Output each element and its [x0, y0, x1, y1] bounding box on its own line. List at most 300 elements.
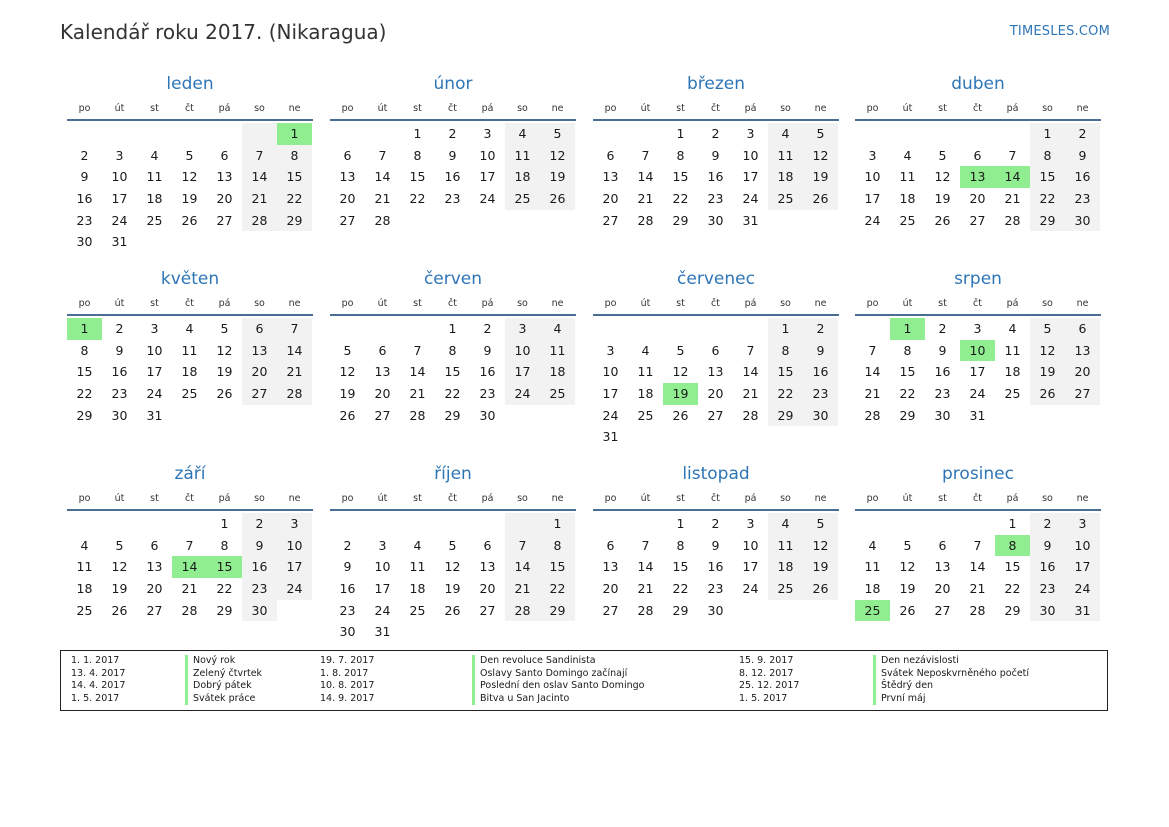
day-cell: 26 [111, 602, 128, 618]
day-cell: 6 [483, 537, 492, 553]
month-block [67, 462, 313, 621]
day-cell: 28 [637, 212, 654, 228]
day-cell: 2 [343, 537, 352, 553]
day-cell: 2 [115, 321, 124, 336]
month-block [593, 462, 839, 621]
day-cell: 3 [1065, 513, 1100, 535]
day-cell: 3 [746, 516, 755, 531]
legend-date: 19. 7. 2017 [320, 655, 375, 666]
day-cell: 19 [339, 386, 356, 402]
day-cell: 24 [742, 191, 759, 207]
holiday-day-cell: 10 [960, 340, 995, 362]
weekday-label: po [866, 493, 879, 504]
day-cell: 6 [343, 147, 352, 163]
day-grid [593, 123, 839, 231]
weekday-label: pá [481, 103, 494, 114]
month-name: prosinec [942, 464, 1014, 484]
day-cell: 18 [540, 361, 575, 383]
holiday-day-cell: 1 [67, 318, 102, 340]
day-cell: 10 [602, 364, 619, 380]
day-cell: 1 [1030, 123, 1065, 145]
day-cell: 30 [1030, 600, 1065, 622]
day-cell: 5 [1030, 318, 1065, 340]
empty-cell [67, 513, 102, 535]
weekday-label: po [341, 298, 354, 309]
day-cell: 11 [637, 364, 654, 380]
day-cell: 27 [602, 602, 619, 618]
weekday-label: so [780, 298, 791, 309]
day-cell: 8 [676, 537, 685, 553]
day-cell: 23 [1030, 578, 1065, 600]
day-cell: 5 [540, 123, 575, 145]
weekday-label: pá [744, 103, 757, 114]
holiday-legend [60, 650, 1108, 711]
day-cell: 3 [483, 126, 492, 141]
weekday-label: čt [448, 493, 457, 504]
day-cell: 24 [602, 407, 619, 423]
day-cell: 19 [1030, 361, 1065, 383]
day-cell: 18 [637, 386, 654, 402]
day-cell: 6 [242, 318, 277, 340]
legend-date-column [739, 655, 799, 705]
holiday-day-cell: 13 [960, 166, 995, 188]
weekday-label: út [377, 493, 388, 504]
legend-date-column [71, 655, 125, 705]
weekday-label: st [150, 103, 159, 114]
day-cell: 26 [1030, 383, 1065, 405]
weekday-label: čt [711, 298, 720, 309]
day-cell: 5 [803, 123, 838, 145]
month-name: září [174, 464, 206, 484]
day-cell: 15 [444, 364, 461, 380]
empty-cell [628, 318, 663, 340]
weekday-label: so [517, 493, 528, 504]
weekday-header [330, 489, 576, 511]
day-cell: 2 [1065, 123, 1100, 145]
weekday-header [855, 294, 1101, 316]
day-cell: 8 [676, 147, 685, 163]
day-cell: 14 [374, 169, 391, 185]
empty-cell [628, 513, 663, 535]
empty-cell [628, 123, 663, 145]
day-cell: 17 [505, 361, 540, 383]
day-cell: 25 [637, 407, 654, 423]
day-cell: 27 [216, 212, 233, 228]
day-cell: 23 [339, 602, 356, 618]
day-cell: 13 [602, 169, 619, 185]
day-cell: 19 [803, 166, 838, 188]
weekday-label: ne [814, 298, 827, 309]
day-cell: 20 [479, 581, 496, 597]
day-cell: 15 [540, 556, 575, 578]
day-cell: 23 [76, 212, 93, 228]
weekday-label: so [517, 103, 528, 114]
day-cell: 11 [505, 145, 540, 167]
day-cell: 28 [277, 383, 312, 405]
weekday-label: so [1042, 298, 1053, 309]
empty-cell [593, 123, 628, 145]
day-cell: 13 [146, 559, 163, 575]
day-cell: 9 [483, 342, 492, 358]
day-cell: 30 [707, 212, 724, 228]
day-cell: 9 [242, 535, 277, 557]
day-cell: 12 [111, 559, 128, 575]
weekday-label: so [254, 298, 265, 309]
day-cell: 24 [864, 212, 881, 228]
day-cell: 19 [111, 581, 128, 597]
day-cell: 4 [150, 147, 159, 163]
day-cell: 1 [768, 318, 803, 340]
day-cell: 14 [409, 364, 426, 380]
day-cell: 29 [768, 405, 803, 427]
weekday-label: ne [1076, 103, 1089, 114]
day-cell: 8 [768, 340, 803, 362]
day-cell: 16 [803, 361, 838, 383]
weekday-header [593, 294, 839, 316]
day-cell: 22 [672, 581, 689, 597]
day-cell: 11 [409, 559, 426, 575]
day-cell: 9 [448, 147, 457, 163]
day-cell: 19 [181, 191, 198, 207]
day-cell: 10 [742, 537, 759, 553]
day-cell: 13 [339, 169, 356, 185]
weekday-label: ne [1076, 493, 1089, 504]
weekday-label: so [254, 103, 265, 114]
day-cell: 29 [444, 407, 461, 423]
day-cell: 17 [602, 386, 619, 402]
day-cell: 2 [483, 321, 492, 336]
day-cell: 7 [641, 147, 650, 163]
weekday-label: pá [218, 493, 231, 504]
day-cell: 30 [1065, 210, 1100, 232]
legend-name-column [185, 655, 262, 705]
day-cell: 21 [374, 191, 391, 207]
empty-cell [855, 513, 890, 535]
day-cell: 10 [1065, 535, 1100, 557]
day-cell: 28 [505, 600, 540, 622]
day-cell: 20 [707, 386, 724, 402]
day-cell: 4 [641, 342, 650, 358]
empty-cell [925, 123, 960, 145]
day-cell: 20 [146, 581, 163, 597]
month-name: březen [686, 74, 746, 94]
day-cell: 27 [934, 602, 951, 618]
day-cell: 3 [150, 321, 159, 336]
brand-link[interactable]: TIMESLES.COM [1009, 24, 1110, 39]
day-cell: 11 [181, 342, 198, 358]
day-cell: 7 [242, 145, 277, 167]
day-cell: 23 [707, 191, 724, 207]
day-cell: 12 [1030, 340, 1065, 362]
day-cell: 21 [505, 578, 540, 600]
day-cell: 20 [242, 361, 277, 383]
day-cell: 28 [969, 602, 986, 618]
empty-cell [137, 513, 172, 535]
day-cell: 21 [637, 581, 654, 597]
day-cell: 25 [76, 602, 93, 618]
empty-cell [435, 513, 470, 535]
day-cell: 11 [540, 340, 575, 362]
day-cell: 20 [602, 581, 619, 597]
empty-cell [960, 513, 995, 535]
day-cell: 2 [448, 126, 457, 141]
day-cell: 29 [540, 600, 575, 622]
day-cell: 24 [111, 212, 128, 228]
day-cell: 24 [146, 386, 163, 402]
day-cell: 27 [146, 602, 163, 618]
empty-cell [330, 318, 365, 340]
day-cell: 6 [150, 537, 159, 553]
day-cell: 22 [540, 578, 575, 600]
day-cell: 31 [742, 212, 759, 228]
weekday-label: po [341, 493, 354, 504]
day-cell: 16 [339, 581, 356, 597]
day-cell: 9 [80, 169, 89, 185]
weekday-label: ne [551, 298, 564, 309]
day-cell: 20 [374, 386, 391, 402]
weekday-label: čt [185, 103, 194, 114]
day-cell: 10 [479, 147, 496, 163]
day-cell: 26 [444, 602, 461, 618]
day-cell: 18 [768, 556, 803, 578]
weekday-label: út [902, 493, 913, 504]
day-cell: 6 [378, 342, 387, 358]
day-cell: 17 [374, 581, 391, 597]
day-cell: 9 [711, 537, 720, 553]
day-cell: 20 [602, 191, 619, 207]
day-cell: 13 [242, 340, 277, 362]
day-cell: 14 [277, 340, 312, 362]
day-cell: 1 [413, 126, 422, 141]
day-cell: 4 [80, 537, 89, 553]
weekday-label: čt [973, 103, 982, 114]
day-cell: 23 [934, 386, 951, 402]
day-cell: 24 [374, 602, 391, 618]
day-cell: 14 [637, 559, 654, 575]
weekday-label: pá [744, 493, 757, 504]
weekday-label: st [938, 103, 947, 114]
day-cell: 12 [672, 364, 689, 380]
day-cell: 22 [672, 191, 689, 207]
legend-holiday-name: Zelený čtvrtek [185, 668, 262, 681]
empty-cell [137, 123, 172, 145]
day-cell: 1 [1008, 516, 1017, 531]
legend-date: 1. 1. 2017 [71, 655, 120, 666]
day-cell: 2 [938, 321, 947, 336]
empty-cell [400, 318, 435, 340]
day-cell: 4 [903, 147, 912, 163]
day-grid [330, 318, 576, 426]
day-cell: 5 [185, 147, 194, 163]
weekday-label: so [254, 493, 265, 504]
day-cell: 19 [899, 581, 916, 597]
day-grid [855, 513, 1101, 621]
day-cell: 25 [181, 386, 198, 402]
weekday-label: po [866, 298, 879, 309]
empty-cell [242, 123, 277, 145]
day-cell: 31 [969, 407, 986, 423]
day-cell: 6 [220, 147, 229, 163]
day-cell: 22 [216, 581, 233, 597]
day-cell: 29 [899, 407, 916, 423]
day-cell: 2 [1030, 513, 1065, 535]
empty-cell [102, 123, 137, 145]
day-cell: 5 [220, 321, 229, 336]
day-cell: 9 [343, 559, 352, 575]
weekday-label: út [114, 103, 125, 114]
month-block [593, 267, 839, 448]
day-cell: 27 [969, 212, 986, 228]
month-block [67, 72, 313, 253]
day-cell: 14 [742, 364, 759, 380]
day-cell: 3 [378, 537, 387, 553]
day-cell: 20 [216, 191, 233, 207]
weekday-label: pá [481, 298, 494, 309]
day-cell: 16 [707, 169, 724, 185]
weekday-label: st [676, 103, 685, 114]
day-cell: 12 [216, 342, 233, 358]
day-cell: 17 [969, 364, 986, 380]
holiday-day-cell: 1 [890, 318, 925, 340]
weekday-label: st [150, 298, 159, 309]
day-cell: 14 [505, 556, 540, 578]
day-cell: 4 [540, 318, 575, 340]
day-grid [67, 513, 313, 621]
weekday-header [855, 99, 1101, 121]
day-cell: 7 [868, 342, 877, 358]
day-cell: 10 [277, 535, 312, 557]
weekday-label: po [604, 298, 617, 309]
day-cell: 30 [479, 407, 496, 423]
empty-cell [663, 318, 698, 340]
day-cell: 18 [864, 581, 881, 597]
day-cell: 24 [479, 191, 496, 207]
day-cell: 23 [444, 191, 461, 207]
weekday-label: ne [551, 493, 564, 504]
day-cell: 1 [676, 516, 685, 531]
holiday-day-cell: 1 [277, 123, 312, 145]
empty-cell [102, 513, 137, 535]
day-cell: 4 [768, 123, 803, 145]
holiday-day-cell: 25 [855, 600, 890, 622]
day-cell: 13 [374, 364, 391, 380]
empty-cell [470, 513, 505, 535]
day-cell: 3 [115, 147, 124, 163]
day-cell: 13 [602, 559, 619, 575]
day-cell: 7 [505, 535, 540, 557]
weekday-label: ne [551, 103, 564, 114]
day-cell: 30 [803, 405, 838, 427]
day-cell: 22 [1004, 581, 1021, 597]
day-cell: 22 [768, 383, 803, 405]
month-block [855, 267, 1101, 426]
day-cell: 29 [216, 602, 233, 618]
day-cell: 1 [676, 126, 685, 141]
weekday-header [330, 294, 576, 316]
day-cell: 17 [864, 191, 881, 207]
day-cell: 17 [111, 191, 128, 207]
day-cell: 9 [803, 340, 838, 362]
empty-cell [593, 513, 628, 535]
day-cell: 2 [803, 318, 838, 340]
day-cell: 3 [606, 342, 615, 358]
day-cell: 26 [339, 407, 356, 423]
day-cell: 7 [277, 318, 312, 340]
day-cell: 8 [540, 535, 575, 557]
day-cell: 5 [803, 513, 838, 535]
day-cell: 25 [768, 188, 803, 210]
day-cell: 21 [969, 581, 986, 597]
day-cell: 13 [707, 364, 724, 380]
day-cell: 15 [672, 169, 689, 185]
day-cell: 17 [742, 169, 759, 185]
day-cell: 24 [1065, 578, 1100, 600]
day-cell: 5 [938, 147, 947, 163]
day-cell: 12 [540, 145, 575, 167]
weekday-label: pá [744, 298, 757, 309]
day-cell: 24 [969, 386, 986, 402]
legend-holiday-name: Dobrý pátek [185, 680, 262, 693]
day-cell: 27 [707, 407, 724, 423]
legend-holiday-name: Svátek práce [185, 693, 262, 706]
day-cell: 31 [1065, 600, 1100, 622]
day-cell: 10 [111, 169, 128, 185]
day-cell: 5 [115, 537, 124, 553]
holiday-day-cell: 14 [995, 166, 1030, 188]
day-cell: 17 [277, 556, 312, 578]
day-cell: 26 [803, 578, 838, 600]
day-cell: 3 [868, 147, 877, 163]
weekday-label: čt [448, 103, 457, 114]
empty-cell [925, 513, 960, 535]
day-cell: 12 [899, 559, 916, 575]
empty-cell [207, 123, 242, 145]
day-cell: 25 [1004, 386, 1021, 402]
holiday-day-cell: 19 [663, 383, 698, 405]
day-cell: 10 [742, 147, 759, 163]
legend-holiday-name: Bitva u San Jacinto [472, 693, 644, 706]
month-name: srpen [954, 269, 1002, 289]
empty-cell [365, 123, 400, 145]
weekday-label: čt [185, 493, 194, 504]
day-cell: 20 [969, 191, 986, 207]
day-cell: 26 [181, 212, 198, 228]
day-cell: 22 [409, 191, 426, 207]
day-cell: 16 [934, 364, 951, 380]
day-cell: 4 [185, 321, 194, 336]
day-cell: 23 [803, 383, 838, 405]
day-cell: 12 [934, 169, 951, 185]
day-cell: 5 [448, 537, 457, 553]
weekday-label: so [780, 103, 791, 114]
day-cell: 20 [934, 581, 951, 597]
day-cell: 19 [444, 581, 461, 597]
day-cell: 31 [146, 407, 163, 423]
day-cell: 9 [711, 147, 720, 163]
day-cell: 13 [934, 559, 951, 575]
day-cell: 23 [242, 578, 277, 600]
day-cell: 28 [181, 602, 198, 618]
day-cell: 27 [374, 407, 391, 423]
day-cell: 12 [181, 169, 198, 185]
legend-holiday-name: Štědrý den [873, 680, 1029, 693]
day-cell: 21 [181, 581, 198, 597]
legend-holiday-name: Den nezávislosti [873, 655, 1029, 668]
day-cell: 3 [505, 318, 540, 340]
legend-date: 1. 8. 2017 [320, 667, 369, 679]
empty-cell [890, 513, 925, 535]
day-cell: 4 [1008, 321, 1017, 336]
